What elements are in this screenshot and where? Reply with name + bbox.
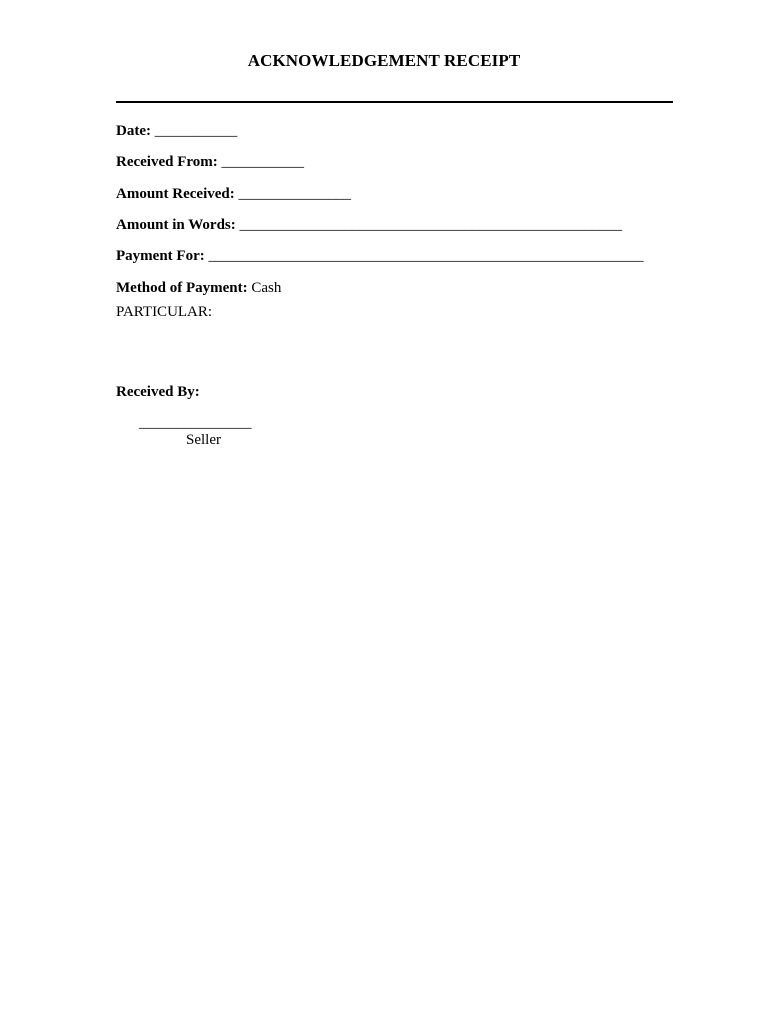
method-of-payment-field: [116, 280, 281, 297]
received-from-field: [116, 154, 304, 171]
title-divider: [116, 101, 673, 103]
amount-received-label: Amount Received:: [116, 186, 235, 202]
particular-label: PARTICULAR:: [116, 304, 213, 320]
received-from-label: Received From:: [116, 154, 218, 170]
amount-in-words-blank: ___________________________________________________: [239, 217, 623, 233]
received-by-label: Received By:: [116, 384, 200, 400]
date-label: Date:: [116, 123, 151, 139]
payment-for-field: [116, 248, 643, 265]
payment-for-label: Payment For:: [116, 248, 205, 264]
amount-received-blank: _______________: [238, 186, 351, 202]
date-field: [116, 123, 237, 140]
received-by-field: [116, 384, 200, 401]
amount-in-words-field: [116, 217, 622, 234]
method-of-payment-label: Method of Payment:: [116, 280, 248, 296]
amount-in-words-label: Amount in Words:: [116, 217, 236, 233]
signature-line: _______________: [139, 415, 252, 431]
payment-for-blank: __________________________________________________________: [208, 248, 644, 264]
signature-label-seller: Seller: [186, 432, 221, 448]
document-title: ACKNOWLEDGEMENT RECEIPT: [247, 51, 521, 70]
received-from-blank: ___________: [221, 154, 305, 170]
method-of-payment-value: Cash: [251, 280, 282, 296]
date-blank: ___________: [154, 123, 238, 139]
amount-received-field: [116, 186, 351, 203]
